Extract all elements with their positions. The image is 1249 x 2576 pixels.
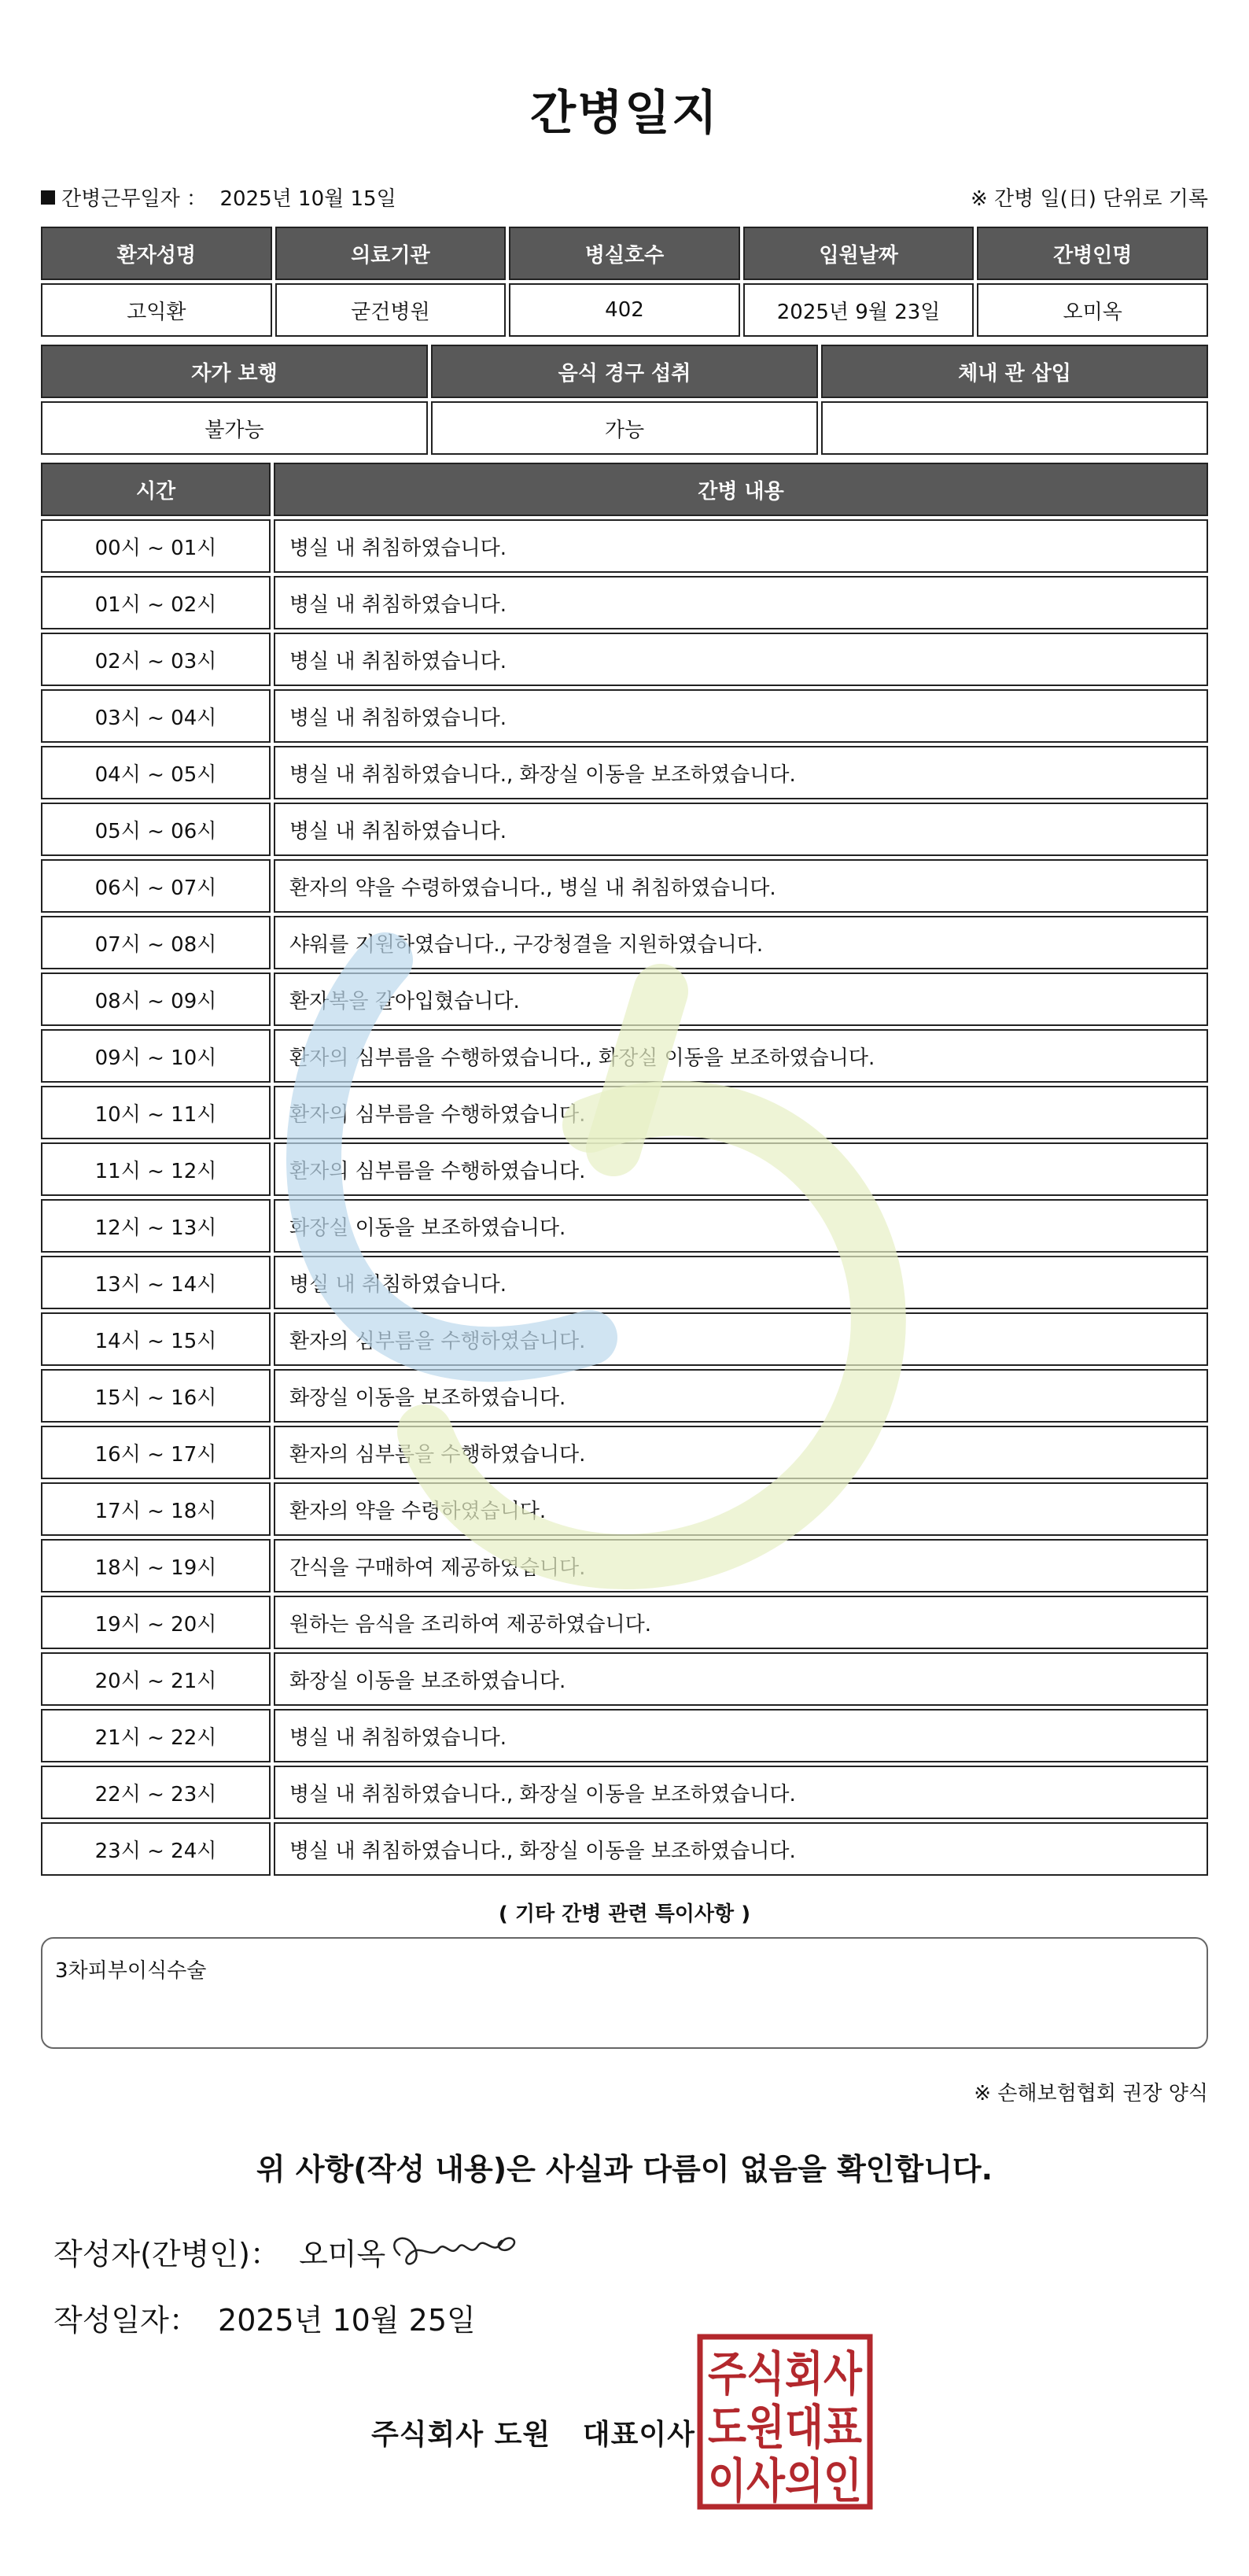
log-content-cell: 병실 내 취침하였습니다., 화장실 이동을 보조하였습니다.: [274, 1766, 1208, 1819]
caregiver-name: 오미옥: [977, 283, 1208, 337]
log-content-cell: 환자의 심부름을 수행하였습니다.: [274, 1312, 1208, 1366]
log-time-cell: 18시 ~ 19시: [41, 1539, 271, 1592]
log-content-cell: 간식을 구매하여 제공하였습니다.: [274, 1539, 1208, 1592]
hourly-care-log-table: [41, 463, 1208, 1876]
log-time-cell: 12시 ~ 13시: [41, 1199, 271, 1253]
log-content-cell: 환자의 심부름을 수행하였습니다.: [274, 1426, 1208, 1479]
log-time-cell: 19시 ~ 20시: [41, 1596, 271, 1649]
svg-text:이사의인: 이사의인: [708, 2454, 862, 2509]
log-time-cell: 16시 ~ 17시: [41, 1426, 271, 1479]
log-content-cell: 병실 내 취침하였습니다., 화장실 이동을 보조하였습니다.: [274, 746, 1208, 799]
room-number: 402: [509, 283, 740, 337]
log-time-cell: 06시 ~ 07시: [41, 859, 271, 913]
admission-date: 2025년 9월 23일: [743, 283, 975, 337]
header-tube-insertion: 체내 관 삽입: [821, 345, 1208, 398]
writer-name: 오미옥: [299, 2237, 386, 2272]
log-content-cell: 병실 내 취침하였습니다., 화장실 이동을 보조하였습니다.: [274, 1822, 1208, 1876]
written-date-value: 2025년 10월 25일: [218, 2303, 476, 2338]
work-date: [41, 183, 396, 212]
log-time-cell: 15시 ~ 16시: [41, 1369, 271, 1423]
header-caregiver-name: 간병인명: [977, 227, 1208, 280]
document-title: 간병일지: [530, 86, 719, 141]
work-date-value: 2025년 10월 15일: [219, 187, 396, 211]
signature-icon: [384, 2225, 525, 2272]
special-notes-text: 3차피부이식수술: [55, 1959, 207, 1983]
header-time: 시간: [41, 463, 271, 516]
work-date-label: 간병근무일자 ：: [61, 187, 207, 211]
tube-insertion-value: [821, 401, 1208, 455]
patient-ability-table: [41, 345, 1208, 455]
log-content-cell: 병실 내 취침하였습니다.: [274, 1709, 1208, 1762]
log-time-cell: 13시 ~ 14시: [41, 1256, 271, 1309]
special-notes-box: [41, 1937, 1208, 2049]
log-content-cell: 화장실 이동을 보조하였습니다.: [274, 1652, 1208, 1706]
recommended-form-note: ※ 손해보험협회 권장 양식: [974, 2082, 1208, 2105]
log-time-cell: 04시 ~ 05시: [41, 746, 271, 799]
log-content-cell: 원하는 음식을 조리하여 제공하였습니다.: [274, 1596, 1208, 1649]
log-content-cell: 화장실 이동을 보조하였습니다.: [274, 1199, 1208, 1253]
log-time-cell: 17시 ~ 18시: [41, 1482, 271, 1536]
header-care-content: 간병 내용: [274, 463, 1208, 516]
log-content-cell: 병실 내 취침하였습니다.: [274, 576, 1208, 629]
svg-text:도원대표: 도원대표: [708, 2401, 863, 2456]
log-content-cell: 샤워를 지원하였습니다., 구강청결을 지원하였습니다.: [274, 916, 1208, 969]
log-time-cell: 09시 ~ 10시: [41, 1029, 271, 1083]
patient-info-table: [41, 227, 1208, 337]
log-time-cell: 21시 ~ 22시: [41, 1709, 271, 1762]
written-date-label: 작성일자：: [53, 2303, 199, 2338]
log-time-cell: 22시 ~ 23시: [41, 1766, 271, 1819]
header-hospital: 의료기관: [275, 227, 507, 280]
log-content-cell: 병실 내 취침하였습니다.: [274, 633, 1208, 686]
log-content-cell: 환자의 심부름을 수행하였습니다.: [274, 1142, 1208, 1196]
log-content-cell: 병실 내 취침하였습니다.: [274, 689, 1208, 743]
log-time-cell: 05시 ~ 06시: [41, 803, 271, 856]
confirmation-statement: 위 사항(작성 내용)은 사실과 다름이 없음을 확인합니다.: [256, 2152, 993, 2187]
writer-line: [53, 2230, 385, 2273]
header-patient-name: 환자성명: [41, 227, 272, 280]
log-time-cell: 11시 ~ 12시: [41, 1142, 271, 1196]
self-walking-value: 불가능: [41, 401, 428, 455]
log-content-cell: 환자의 약을 수령하였습니다.: [274, 1482, 1208, 1536]
header-admission-date: 입원날짜: [743, 227, 975, 280]
log-time-cell: 08시 ~ 09시: [41, 972, 271, 1026]
log-content-cell: 환자의 심부름을 수행하였습니다.: [274, 1086, 1208, 1139]
svg-text:주식회사: 주식회사: [708, 2347, 863, 2402]
log-time-cell: 10시 ~ 11시: [41, 1086, 271, 1139]
log-time-cell: 07시 ~ 08시: [41, 916, 271, 969]
header-oral-intake: 음식 경구 섭취: [431, 345, 818, 398]
patient-name: 고익환: [41, 283, 272, 337]
company-seal-stamp: [697, 2334, 873, 2510]
hospital: 굳건병원: [275, 283, 507, 337]
header-room-number: 병실호수: [509, 227, 740, 280]
log-content-cell: 화장실 이동을 보조하였습니다.: [274, 1369, 1208, 1423]
log-time-cell: 02시 ~ 03시: [41, 633, 271, 686]
special-notes-label: ( 기타 간병 관련 특이사항 ): [498, 1902, 751, 1926]
log-time-cell: 00시 ~ 01시: [41, 519, 271, 573]
oral-intake-value: 가능: [431, 401, 818, 455]
log-content-cell: 환자의 심부름을 수행하였습니다., 화장실 이동을 보조하였습니다.: [274, 1029, 1208, 1083]
written-date-line: [53, 2296, 476, 2339]
header-self-walking: 자가 보행: [41, 345, 428, 398]
daily-record-note: ※ 간병 일(日) 단위로 기록: [970, 187, 1208, 211]
log-content-cell: 환자의 약을 수령하였습니다., 병실 내 취침하였습니다.: [274, 859, 1208, 913]
square-bullet-icon: [41, 190, 55, 205]
log-time-cell: 23시 ~ 24시: [41, 1822, 271, 1876]
meta-row: [41, 183, 1208, 211]
log-time-cell: 01시 ~ 02시: [41, 576, 271, 629]
log-time-cell: 14시 ~ 15시: [41, 1312, 271, 1366]
company-name: 주식회사 도원 대표이사: [371, 2419, 695, 2451]
log-content-cell: 병실 내 취침하였습니다.: [274, 519, 1208, 573]
log-content-cell: 병실 내 취침하였습니다.: [274, 803, 1208, 856]
log-content-cell: 환자복을 갈아입혔습니다.: [274, 972, 1208, 1026]
writer-label: 작성자(간병인)：: [53, 2237, 280, 2272]
log-time-cell: 03시 ~ 04시: [41, 689, 271, 743]
log-time-cell: 20시 ~ 21시: [41, 1652, 271, 1706]
log-content-cell: 병실 내 취침하였습니다.: [274, 1256, 1208, 1309]
